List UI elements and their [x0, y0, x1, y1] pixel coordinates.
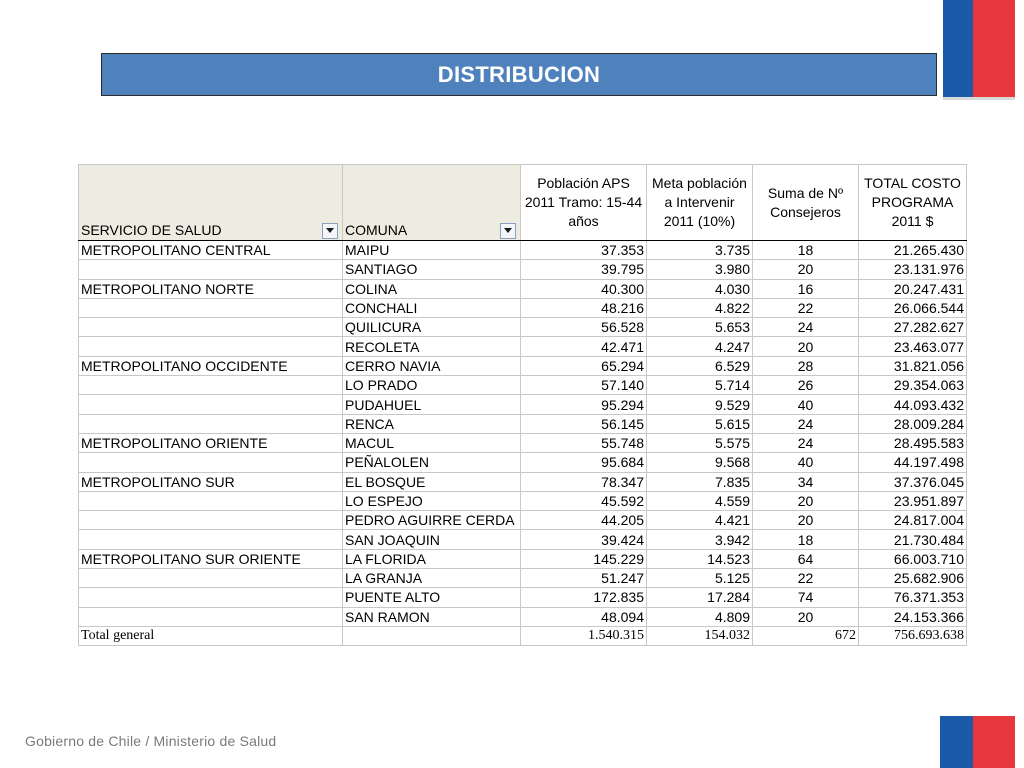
- flag-blue-bar: [943, 0, 973, 97]
- costo-cell: 21.730.484: [859, 530, 967, 549]
- servicio-cell: [79, 511, 343, 530]
- consejeros-cell: 40: [753, 453, 859, 472]
- comuna-filter-button[interactable]: [500, 223, 516, 239]
- table-row: [79, 433, 967, 452]
- costo-cell: 28.009.284: [859, 414, 967, 433]
- servicio-cell: METROPOLITANO SUR ORIENTE: [79, 549, 343, 568]
- comuna-cell: CERRO NAVIA: [343, 356, 521, 375]
- poblacion-cell: 57.140: [521, 376, 647, 395]
- costo-cell: 27.282.627: [859, 318, 967, 337]
- poblacion-cell: 39.795: [521, 260, 647, 279]
- poblacion-cell: 48.216: [521, 298, 647, 317]
- servicio-cell: [79, 318, 343, 337]
- servicio-cell: [79, 260, 343, 279]
- meta-cell: 5.615: [647, 414, 753, 433]
- costo-cell: 21.265.430: [859, 241, 967, 260]
- poblacion-cell: 37.353: [521, 241, 647, 260]
- meta-cell: 4.559: [647, 491, 753, 510]
- servicio-cell: [79, 588, 343, 607]
- costo-cell: 44.197.498: [859, 453, 967, 472]
- poblacion-cell: 78.347: [521, 472, 647, 491]
- table-row: [79, 395, 967, 414]
- meta-cell: 3.942: [647, 530, 753, 549]
- consejeros-cell: 22: [753, 569, 859, 588]
- consejeros-cell: 24: [753, 433, 859, 452]
- meta-cell: 9.529: [647, 395, 753, 414]
- table-row: [79, 530, 967, 549]
- consejeros-cell: 20: [753, 511, 859, 530]
- servicio-cell: [79, 298, 343, 317]
- table-row: [79, 356, 967, 375]
- comuna-cell: PUENTE ALTO: [343, 588, 521, 607]
- consejeros-cell: 26: [753, 376, 859, 395]
- title-banner: [101, 53, 937, 96]
- total-comuna-cell: [343, 626, 521, 645]
- costo-cell: 23.951.897: [859, 491, 967, 510]
- consejeros-cell: 18: [753, 530, 859, 549]
- table-row: [79, 549, 967, 568]
- servicio-cell: [79, 453, 343, 472]
- meta-cell: 5.125: [647, 569, 753, 588]
- consejeros-cell: 20: [753, 260, 859, 279]
- header-poblacion: Población APS 2011 Tramo: 15-44 años: [521, 165, 647, 241]
- table-row: [79, 241, 967, 260]
- meta-cell: 3.980: [647, 260, 753, 279]
- consejeros-cell: 20: [753, 607, 859, 626]
- comuna-cell: RECOLETA: [343, 337, 521, 356]
- chevron-down-icon: [504, 228, 512, 234]
- footer-text: Gobierno de Chile / Ministerio de Salud: [25, 733, 277, 749]
- total-costo: 756.693.638: [859, 626, 967, 645]
- poblacion-cell: 40.300: [521, 279, 647, 298]
- costo-cell: 24.817.004: [859, 511, 967, 530]
- servicio-cell: [79, 607, 343, 626]
- comuna-cell: EL BOSQUE: [343, 472, 521, 491]
- poblacion-cell: 42.471: [521, 337, 647, 356]
- header-consejeros: Suma de Nº Consejeros: [753, 165, 859, 241]
- table-row: [79, 260, 967, 279]
- comuna-cell: PEDRO AGUIRRE CERDA: [343, 511, 521, 530]
- total-poblacion: 1.540.315: [521, 626, 647, 645]
- servicio-cell: [79, 491, 343, 510]
- comuna-cell: MACUL: [343, 433, 521, 452]
- servicio-cell: [79, 376, 343, 395]
- table-row: [79, 318, 967, 337]
- comuna-cell: RENCA: [343, 414, 521, 433]
- servicio-filter-button[interactable]: [322, 223, 338, 239]
- chevron-down-icon: [326, 228, 334, 234]
- servicio-cell: METROPOLITANO NORTE: [79, 279, 343, 298]
- poblacion-cell: 45.592: [521, 491, 647, 510]
- header-servicio-label: SERVICIO DE SALUD: [81, 222, 222, 238]
- consejeros-cell: 20: [753, 491, 859, 510]
- comuna-cell: LA GRANJA: [343, 569, 521, 588]
- costo-cell: 23.463.077: [859, 337, 967, 356]
- poblacion-cell: 56.145: [521, 414, 647, 433]
- table-row: [79, 414, 967, 433]
- consejeros-cell: 22: [753, 298, 859, 317]
- comuna-cell: QUILICURA: [343, 318, 521, 337]
- comuna-cell: PEÑALOLEN: [343, 453, 521, 472]
- servicio-cell: [79, 530, 343, 549]
- table-row: [79, 607, 967, 626]
- poblacion-cell: 39.424: [521, 530, 647, 549]
- meta-cell: 5.714: [647, 376, 753, 395]
- costo-cell: 29.354.063: [859, 376, 967, 395]
- consejeros-cell: 16: [753, 279, 859, 298]
- table-row: [79, 453, 967, 472]
- table-row: [79, 279, 967, 298]
- meta-cell: 5.653: [647, 318, 753, 337]
- comuna-cell: SAN RAMON: [343, 607, 521, 626]
- flag-blue-bar-bottom: [940, 716, 973, 768]
- total-consejeros: 672: [753, 626, 859, 645]
- table-row: [79, 376, 967, 395]
- consejeros-cell: 40: [753, 395, 859, 414]
- servicio-cell: [79, 337, 343, 356]
- comuna-cell: LA FLORIDA: [343, 549, 521, 568]
- comuna-cell: SAN JOAQUIN: [343, 530, 521, 549]
- comuna-cell: MAIPU: [343, 241, 521, 260]
- meta-cell: 4.247: [647, 337, 753, 356]
- costo-cell: 26.066.544: [859, 298, 967, 317]
- poblacion-cell: 48.094: [521, 607, 647, 626]
- meta-cell: 7.835: [647, 472, 753, 491]
- poblacion-cell: 56.528: [521, 318, 647, 337]
- poblacion-cell: 65.294: [521, 356, 647, 375]
- header-costo: TOTAL COSTO PROGRAMA 2011 $: [859, 165, 967, 241]
- costo-cell: 25.682.906: [859, 569, 967, 588]
- header-meta: Meta población a Intervenir 2011 (10%): [647, 165, 753, 241]
- consejeros-cell: 28: [753, 356, 859, 375]
- meta-cell: 3.735: [647, 241, 753, 260]
- servicio-cell: METROPOLITANO SUR: [79, 472, 343, 491]
- costo-cell: 28.495.583: [859, 433, 967, 452]
- comuna-cell: SANTIAGO: [343, 260, 521, 279]
- header-row: [79, 165, 967, 241]
- poblacion-cell: 51.247: [521, 569, 647, 588]
- meta-cell: 4.030: [647, 279, 753, 298]
- servicio-cell: METROPOLITANO ORIENTE: [79, 433, 343, 452]
- costo-cell: 24.153.366: [859, 607, 967, 626]
- poblacion-cell: 55.748: [521, 433, 647, 452]
- comuna-cell: LO PRADO: [343, 376, 521, 395]
- consejeros-cell: 24: [753, 318, 859, 337]
- poblacion-cell: 145.229: [521, 549, 647, 568]
- meta-cell: 17.284: [647, 588, 753, 607]
- servicio-cell: [79, 569, 343, 588]
- meta-cell: 9.568: [647, 453, 753, 472]
- header-comuna: [343, 165, 521, 241]
- total-label: Total general: [79, 626, 343, 645]
- header-comuna-label: COMUNA: [345, 222, 408, 238]
- comuna-cell: CONCHALI: [343, 298, 521, 317]
- costo-cell: 20.247.431: [859, 279, 967, 298]
- consejeros-cell: 74: [753, 588, 859, 607]
- meta-cell: 4.822: [647, 298, 753, 317]
- table-row: [79, 588, 967, 607]
- costo-cell: 66.003.710: [859, 549, 967, 568]
- consejeros-cell: 20: [753, 337, 859, 356]
- servicio-cell: [79, 395, 343, 414]
- table-row: [79, 472, 967, 491]
- flag-red-bar: [973, 0, 1015, 97]
- comuna-cell: COLINA: [343, 279, 521, 298]
- total-meta: 154.032: [647, 626, 753, 645]
- total-row: [79, 626, 967, 645]
- meta-cell: 14.523: [647, 549, 753, 568]
- table-row: [79, 491, 967, 510]
- costo-cell: 37.376.045: [859, 472, 967, 491]
- meta-cell: 5.575: [647, 433, 753, 452]
- costo-cell: 76.371.353: [859, 588, 967, 607]
- comuna-cell: PUDAHUEL: [343, 395, 521, 414]
- header-servicio: [79, 165, 343, 241]
- consejeros-cell: 24: [753, 414, 859, 433]
- distribution-table: [78, 164, 967, 646]
- meta-cell: 4.809: [647, 607, 753, 626]
- servicio-cell: [79, 414, 343, 433]
- meta-cell: 6.529: [647, 356, 753, 375]
- consejeros-cell: 64: [753, 549, 859, 568]
- poblacion-cell: 44.205: [521, 511, 647, 530]
- costo-cell: 44.093.432: [859, 395, 967, 414]
- servicio-cell: METROPOLITANO OCCIDENTE: [79, 356, 343, 375]
- consejeros-cell: 34: [753, 472, 859, 491]
- costo-cell: 23.131.976: [859, 260, 967, 279]
- poblacion-cell: 172.835: [521, 588, 647, 607]
- poblacion-cell: 95.294: [521, 395, 647, 414]
- table-row: [79, 569, 967, 588]
- poblacion-cell: 95.684: [521, 453, 647, 472]
- page-title: DISTRIBUCION: [437, 61, 601, 87]
- table-row: [79, 511, 967, 530]
- consejeros-cell: 18: [753, 241, 859, 260]
- costo-cell: 31.821.056: [859, 356, 967, 375]
- table-row: [79, 337, 967, 356]
- table-row: [79, 298, 967, 317]
- flag-shadow: [943, 97, 1015, 100]
- comuna-cell: LO ESPEJO: [343, 491, 521, 510]
- meta-cell: 4.421: [647, 511, 753, 530]
- flag-red-bar-bottom: [973, 716, 1015, 768]
- servicio-cell: METROPOLITANO CENTRAL: [79, 241, 343, 260]
